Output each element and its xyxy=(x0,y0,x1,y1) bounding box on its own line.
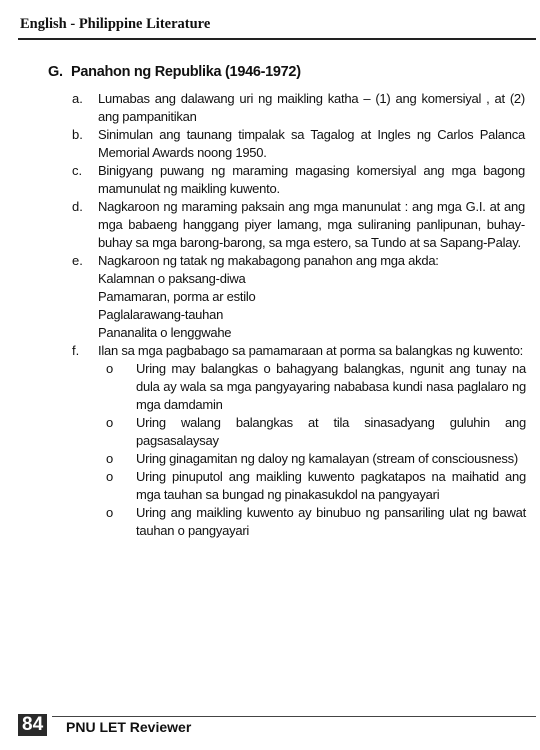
bullet-text: Uring walang balangkas at tila sinasadyang guluhin ang pagsasalaysay xyxy=(136,415,526,448)
list-item xyxy=(0,252,540,342)
section-heading xyxy=(48,64,301,80)
item-text: Sinimulan ang taunang timpalak sa Tagalog at Ingles ng Carlos Palanca Memorial Awards noong 1950. xyxy=(98,127,525,160)
item-list xyxy=(0,90,540,540)
item-marker: c. xyxy=(72,163,83,178)
section-title: Panahon ng Republika (1946-1972) xyxy=(71,64,301,80)
bullet-text: Uring ginagamitan ng daloy ng kamalayan (stream of consciousness) xyxy=(136,451,518,466)
bullet-marker: o xyxy=(106,469,114,484)
item-lead: Nagkaroon ng tatak ng makabagong panahon ang mga akda: xyxy=(98,253,439,268)
list-item xyxy=(0,198,540,252)
page-number: 84 xyxy=(18,714,47,736)
bullet-text: Uring may balangkas o bahagyang balangkas, ngunit ang tunay na dula ay wala sa mga pangyayaring nababasa kundi nasa paglalaro ng mga damdamin xyxy=(136,361,526,412)
bullet-marker: o xyxy=(106,451,114,466)
bullet-marker: o xyxy=(106,505,114,520)
item-marker: b. xyxy=(72,127,83,142)
bullet-list xyxy=(98,360,528,540)
bullet-item xyxy=(98,414,528,450)
bullet-item xyxy=(98,450,528,468)
item-marker: f. xyxy=(72,343,80,358)
bullet-text: Uring ang maikling kuwento ay binubuo ng pansariling ulat ng bawat tauhan o pangyayari xyxy=(136,505,526,538)
bullet-item xyxy=(98,504,528,540)
aspect-line: Kalamnan o paksang-diwa xyxy=(98,271,246,286)
aspect-list xyxy=(98,270,525,342)
bullet-marker: o xyxy=(106,415,114,430)
header-rule xyxy=(18,38,536,40)
list-item xyxy=(0,126,540,162)
aspect-line: Pananalita o lenggwahe xyxy=(98,325,232,340)
bullet-item xyxy=(98,360,528,414)
item-marker: e. xyxy=(72,253,83,268)
item-text: Nagkaroon ng maraming paksain ang mga manunulat : ang mga G.I. at ang mga babaeng hanggang piyer lamang, mga suliraning panlipunan, buhay-buhay sa mga barong-barong, sa mga estero, sa Tundo at sa Sapang-Palay. xyxy=(98,199,525,250)
aspect-line: Pamamaran, porma ar estilo xyxy=(98,289,256,304)
list-item xyxy=(0,90,540,126)
item-marker: d. xyxy=(72,199,83,214)
item-text: Binigyang puwang ng maraming magasing komersiyal ang mga bagong mamunulat ng maikling kuwento. xyxy=(98,163,525,196)
item-text: Ilan sa mga pagbabago sa pamamaraan at porma sa balangkas ng kuwento: xyxy=(98,343,524,358)
bullet-marker: o xyxy=(106,361,114,376)
bullet-text: Uring pinuputol ang maikling kuwento pagkatapos na maihatid ang mga tauhan sa bungad ng pinakasukdol na pangyayari xyxy=(136,469,526,502)
section-letter: G. xyxy=(48,64,63,80)
list-item xyxy=(0,342,540,360)
footer-rule xyxy=(52,716,536,717)
list-item xyxy=(0,162,540,198)
aspect-line: Paglalarawang-tauhan xyxy=(98,307,224,322)
item-text: Lumabas ang dalawang uri ng maikling katha – (1) ang komersiyal , at (2) ang pampanitikan xyxy=(98,91,525,124)
running-head: English - Philippine Literature xyxy=(20,16,211,32)
item-marker: a. xyxy=(72,91,83,106)
footer-label: PNU LET Reviewer xyxy=(66,719,192,735)
bullet-item xyxy=(98,468,528,504)
item-text xyxy=(98,252,525,342)
